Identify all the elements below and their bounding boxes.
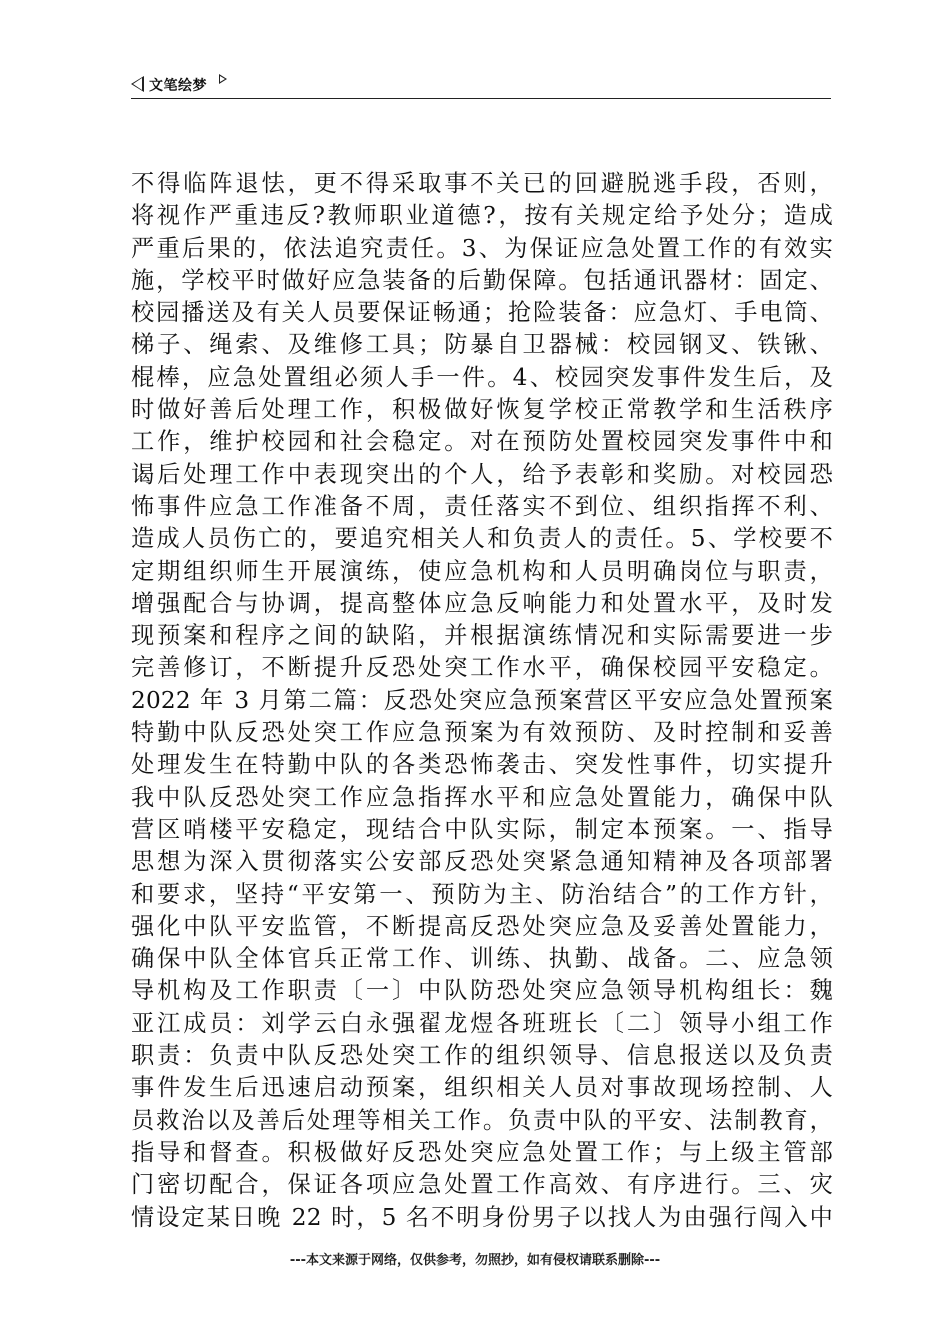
body-line: 定期组织师生开展演练，使应急机构和人员明确岗位与职责， xyxy=(131,557,833,585)
footer-disclaimer: ---本文来源于网络，仅供参考，勿照抄，如有侵权请联系删除--- xyxy=(289,1253,661,1268)
body-line: 谒后处理工作中表现突出的个人，给予表彰和奖励。对校园恐 xyxy=(131,460,833,488)
body-line: 梯子、绳索、及维修工具；防暴自卫器械：校园钢叉、铁锹、 xyxy=(131,331,833,359)
body-line: 员救治以及善后处理等相关工作。负责中队的平安、法制教育， xyxy=(131,1106,833,1134)
document-body xyxy=(131,168,833,1234)
body-line: 将视作严重违反?教师职业道德?，按有关规定给予处分；造成 xyxy=(131,202,833,230)
header-brand: 文笔绘梦 xyxy=(149,78,207,94)
body-line: 增强配合与协调，提高整体应急反响能力和处置水平，及时发 xyxy=(131,589,833,617)
body-line: 特勤中队反恐处突工作应急预案为有效预防、及时控制和妥善 xyxy=(131,719,833,747)
body-line: 时做好善后处理工作，积极做好恢复学校正常教学和生活秩序 xyxy=(131,396,833,424)
body-line: 职责：负责中队反恐处突工作的组织领导、信息报送以及负责 xyxy=(131,1042,833,1070)
body-line: 施，学校平时做好应急装备的后勤保障。包括通讯器材：固定、 xyxy=(131,266,833,294)
body-line: 情设定某日晚 22 时，5 名不明身份男子以找人为由强行闯入中 xyxy=(131,1203,833,1231)
triangle-right-icon xyxy=(219,74,227,84)
body-line: 工作，维护校园和社会稳定。对在预防处置校园突发事件中和 xyxy=(131,428,833,456)
body-line: 完善修订，不断提升反恐处突工作水平，确保校园平安稳定。 xyxy=(131,654,833,682)
body-line: 门密切配合，保证各项应急处置工作高效、有序进行。三、灾 xyxy=(131,1171,833,1199)
body-line: 怖事件应急工作准备不周，责任落实不到位、组织指挥不利、 xyxy=(131,492,833,520)
body-line: 强化中队平安监管，不断提高反恐处突应急及妥善处置能力， xyxy=(131,912,833,940)
body-line: 处理发生在特勤中队的各类恐怖袭击、突发性事件，切实提升 xyxy=(131,751,833,779)
body-line: 和要求，坚持“平安第一、预防为主、防治结合”的工作方针， xyxy=(131,880,833,908)
body-line: 造成人员伤亡的，要追究相关人和负责人的责任。5、学校要不 xyxy=(131,525,833,553)
body-line: 营区哨楼平安稳定，现结合中队实际，制定本预案。一、指导 xyxy=(131,815,833,843)
body-line: 事件发生后迅速启动预案，组织相关人员对事故现场控制、人 xyxy=(131,1074,833,1102)
body-line: 思想为深入贯彻落实公安部反恐处突紧急通知精神及各项部署 xyxy=(131,848,833,876)
body-line: 校园播送及有关人员要保证畅通；抢险装备：应急灯、手电筒、 xyxy=(131,299,833,327)
body-line: 确保中队全体官兵正常工作、训练、执勤、战备。二、应急领 xyxy=(131,945,833,973)
body-line: 严重后果的，依法追究责任。3、为保证应急处置工作的有效实 xyxy=(131,234,833,262)
body-line: 2022 年 3 月第二篇：反恐处突应急预案营区平安应急处置预案 xyxy=(131,686,833,714)
page-header xyxy=(131,72,831,99)
body-line: 不得临阵退怯，更不得采取事不关已的回避脱逃手段，否则， xyxy=(131,170,833,197)
body-line: 棍棒，应急处置组必须人手一件。4、校园突发事件发生后，及 xyxy=(131,363,833,391)
body-line: 指导和督查。积极做好反恐处突应急处置工作；与上级主管部 xyxy=(131,1138,833,1166)
body-line: 导机构及工作职责〔一〕中队防恐处突应急领导机构组长：魏 xyxy=(131,977,833,1005)
body-line: 我中队反恐处突工作应急指挥水平和应急处置能力，确保中队 xyxy=(131,783,833,811)
body-line: 现预案和程序之间的缺陷，并根据演练情况和实际需要进一步 xyxy=(131,622,833,650)
triangle-left-icon xyxy=(131,76,144,92)
body-line: 亚江成员：刘学云白永强翟龙煜各班班长〔二〕领导小组工作 xyxy=(131,1009,833,1037)
